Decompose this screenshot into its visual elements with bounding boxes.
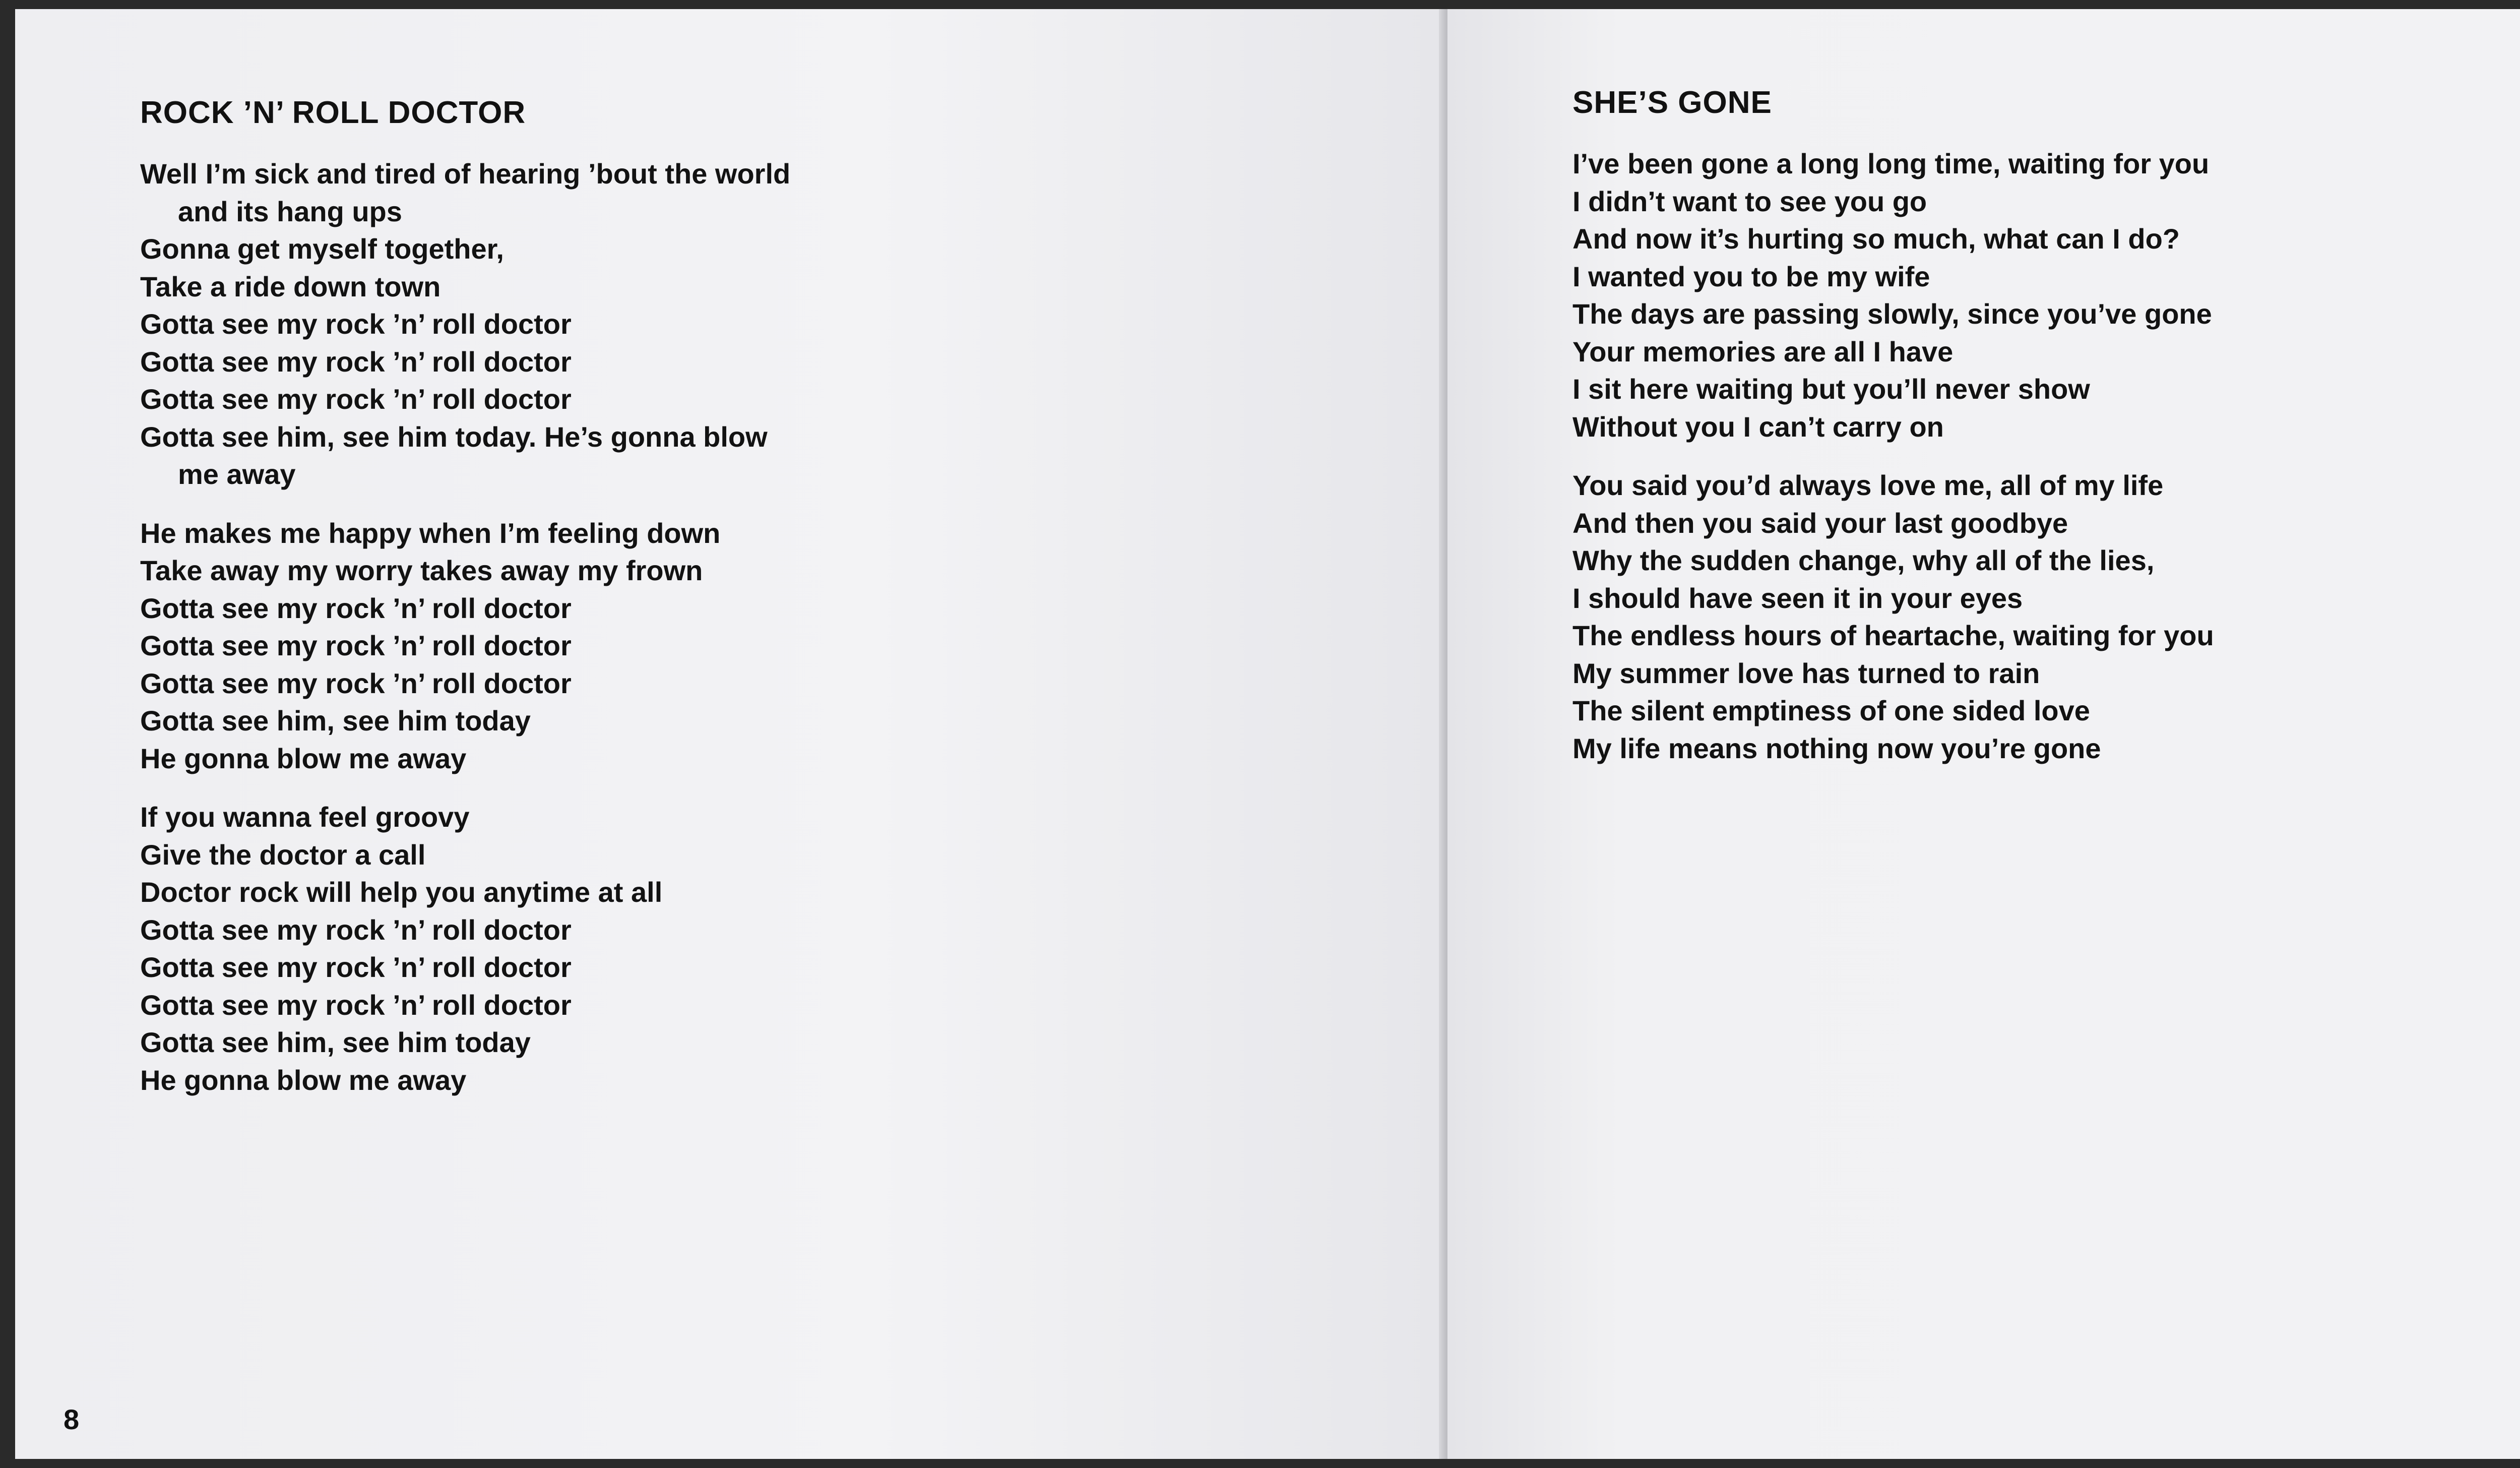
lyric-line: Gotta see my rock ’n’ roll doctor — [140, 667, 572, 699]
lyric-line: Gonna get myself together, — [140, 233, 504, 265]
lyrics-shes-gone — [1572, 145, 2214, 788]
stanza — [140, 799, 790, 1099]
lyrics-rock-n-roll-doctor — [140, 155, 790, 1120]
lyric-line: He gonna blow me away — [140, 1064, 467, 1096]
lyric-line: Well I’m sick and tired of hearing ’bout the world — [140, 158, 791, 190]
lyric-line: Without you I can’t carry on — [1572, 410, 1944, 443]
lyric-line: And then you said your last goodbye — [1572, 507, 2068, 539]
lyric-line: Why the sudden change, why all of the lies, — [1572, 544, 2155, 576]
lyric-line: Doctor rock will help you anytime at all — [140, 876, 663, 908]
lyric-line: Gotta see my rock ’n’ roll doctor — [140, 383, 572, 415]
lyric-line: Give the doctor a call — [140, 838, 426, 871]
lyric-line: The endless hours of heartache, waiting for you — [1572, 620, 2214, 651]
right-page — [1447, 9, 2520, 1459]
lyric-line: I didn’t want to see you go — [1572, 185, 1927, 217]
stanza — [140, 155, 790, 494]
lyric-line: The days are passing slowly, since you’ve gone — [1572, 298, 2212, 330]
lyric-line: I should have seen it in your eyes — [1572, 582, 2023, 614]
lyric-line: My summer love has turned to rain — [1572, 657, 2040, 689]
lyric-line: Take a ride down town — [140, 270, 441, 302]
lyric-line: You said you’d always love me, all of my life — [1572, 469, 2164, 501]
lyric-line: He gonna blow me away — [140, 742, 467, 774]
lyric-line: Gotta see him, see him today — [140, 1026, 531, 1058]
lyric-line: Gotta see him, see him today. He’s gonna blow — [140, 420, 768, 453]
lyric-line: I’ve been gone a long long time, waiting for you — [1572, 148, 2210, 179]
lyric-line: He makes me happy when I’m feeling down — [140, 517, 721, 549]
lyric-line: My life means nothing now you’re gone — [1572, 732, 2101, 764]
lyric-line: I sit here waiting but you’ll never show — [1572, 373, 2090, 405]
lyric-line: If you wanna feel groovy — [140, 801, 470, 833]
lyric-line: Gotta see my rock ’n’ roll doctor — [140, 989, 572, 1021]
lyric-line: Gotta see my rock ’n’ roll doctor — [140, 951, 572, 983]
lyric-line: The silent emptiness of one sided love — [1572, 695, 2090, 726]
lyric-line: Gotta see my rock ’n’ roll doctor — [140, 630, 572, 661]
song-title-rock-n-roll-doctor: ROCK ’N’ ROLL DOCTOR — [140, 95, 526, 130]
lyric-line: Gotta see my rock ’n’ roll doctor — [140, 913, 572, 946]
stanza — [140, 515, 790, 778]
lyric-line: Gotta see him, see him today — [140, 705, 531, 737]
lyric-line: And now it’s hurting so much, what can I do? — [1572, 223, 2180, 255]
lyric-line: Gotta see my rock ’n’ roll doctor — [140, 345, 572, 378]
lyric-line: Gotta see my rock ’n’ roll doctor — [140, 592, 572, 624]
page-number-left: 8 — [64, 1403, 80, 1435]
lyric-line: I wanted you to be my wife — [1572, 260, 1930, 292]
left-page — [15, 9, 1445, 1459]
stanza — [1572, 145, 2214, 446]
song-title-shes-gone: SHE’S GONE — [1572, 85, 1772, 120]
lyric-line: and its hang ups — [178, 195, 402, 227]
lyric-line: Take away my worry takes away my frown — [140, 555, 703, 586]
lyric-line: me away — [178, 458, 296, 490]
stanza — [1572, 467, 2214, 767]
lyric-line: Gotta see my rock ’n’ roll doctor — [140, 308, 572, 340]
lyric-line: Your memories are all I have — [1572, 335, 1954, 368]
